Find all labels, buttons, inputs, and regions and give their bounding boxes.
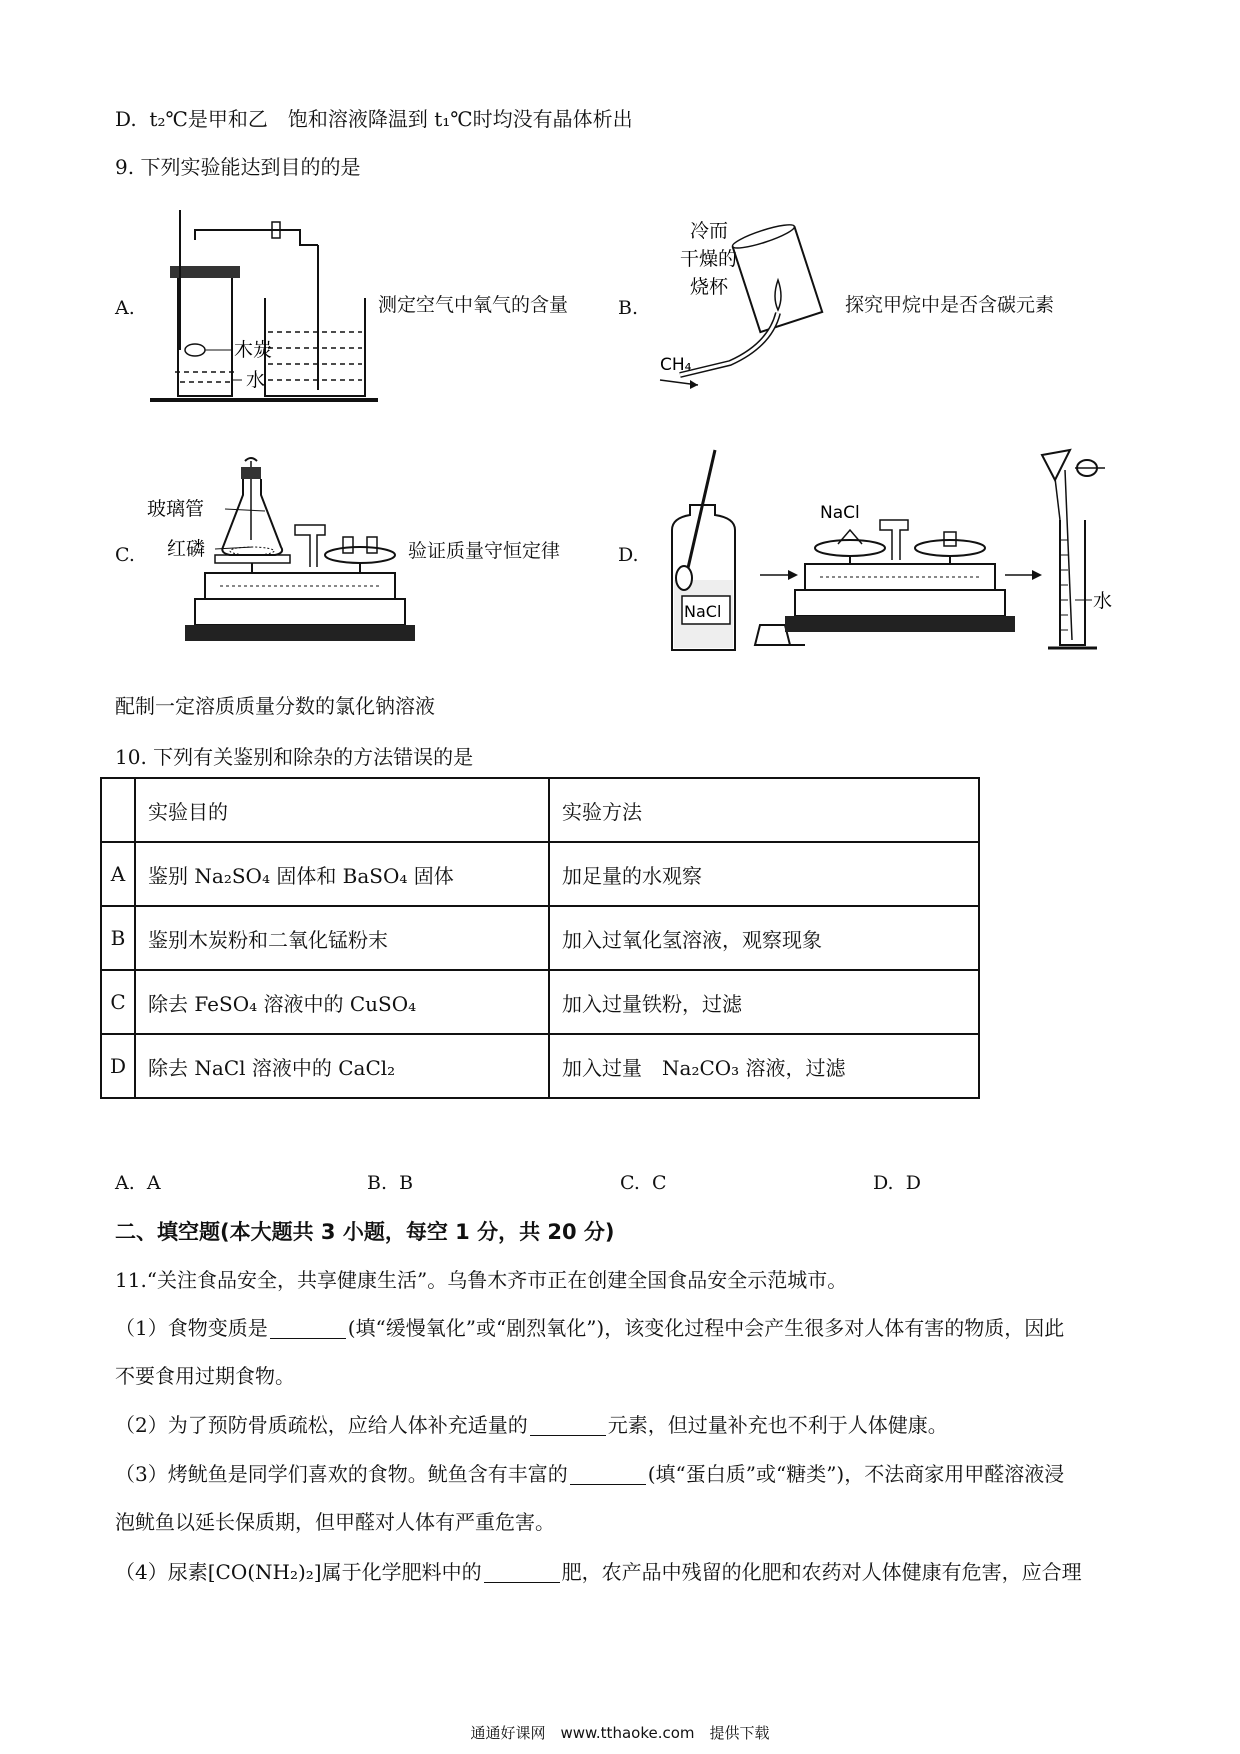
q8-option-d <box>115 105 633 133</box>
page-footer: 通通好课网 www.tthaoke.com 提供下载 <box>470 1724 770 1742</box>
label-charcoal: 木炭 <box>234 339 273 361</box>
table-cell: 加足量的水观察 <box>549 842 979 906</box>
table-row <box>101 906 979 970</box>
option-letter: C. <box>620 1172 640 1194</box>
q9-option-a-letter: A. <box>115 297 135 319</box>
table-cell: C <box>101 970 135 1034</box>
q11-part1-line2: 不要食用过期食物。 <box>115 1364 295 1388</box>
option-letter: D. <box>115 107 137 131</box>
table-cell: 加入过量 Na₂CO₃ 溶液，过滤 <box>549 1034 979 1098</box>
q11-stem: 11.“关注食品安全，共享健康生活”。乌鲁木齐市正在创建全国食品安全示范城市。 <box>115 1268 848 1292</box>
label-nacl-bottle: NaCl <box>684 602 722 621</box>
q9-stem: 9. 下列实验能达到目的的是 <box>115 155 361 179</box>
table-cell: 加入过量铁粉，过滤 <box>549 970 979 1034</box>
option-letter: B. <box>367 1172 388 1194</box>
label-dry: 干燥的 <box>680 248 738 270</box>
q11-part3-line2: 泡鱿鱼以延长保质期，但甲醛对人体有严重危害。 <box>115 1510 555 1534</box>
q9-option-b-letter: B. <box>618 297 639 319</box>
q9-option-a-desc: 测定空气中氧气的含量 <box>378 294 569 316</box>
label-methane: CH₄ <box>660 355 692 375</box>
answer-blank[interactable] <box>270 1318 346 1339</box>
q9-b-apparatus <box>660 215 860 400</box>
q9-option-b-desc: 探究甲烷中是否含碳元素 <box>845 294 1055 316</box>
q11-part1-line1 <box>115 1314 1064 1342</box>
text: 肥，农产品中残留的化肥和农药对人体健康有危害，应合理 <box>561 1560 1082 1584</box>
table-cell: 除去 NaCl 溶液中的 CaCl₂ <box>135 1034 549 1098</box>
section-heading: 二、填空题(本大题共 3 小题，每空 1 分，共 20 分) <box>115 1220 615 1244</box>
table-cell: A <box>101 842 135 906</box>
q9-option-c-letter: C. <box>115 544 135 566</box>
q11-part4 <box>115 1558 1082 1586</box>
table-cell: 鉴别木炭粉和二氧化锰粉末 <box>135 906 549 970</box>
text: （1）食物变质是 <box>115 1316 268 1340</box>
option-letter: D. <box>873 1172 894 1194</box>
q9-option-d-letter: D. <box>618 544 639 566</box>
q10-option-b <box>367 1170 413 1196</box>
table-row <box>101 1034 979 1098</box>
table-row <box>101 970 979 1034</box>
q10-option-c <box>620 1170 667 1196</box>
text: (填“蛋白质”或“糖类”)，不法商家用甲醛溶液浸 <box>647 1462 1065 1486</box>
table-cell: 加入过氧化氢溶液，观察现象 <box>549 906 979 970</box>
q9-d-apparatus <box>660 450 1130 650</box>
label-cold: 冷而 <box>690 220 729 242</box>
option-letter: A. <box>115 1172 135 1194</box>
label-glass-tube: 玻璃管 <box>147 498 205 520</box>
q11-part2 <box>115 1411 948 1439</box>
option-text: t₂℃是甲和乙 饱和溶液降温到 t₁℃时均没有晶体析出 <box>149 107 633 131</box>
table-cell: B <box>101 906 135 970</box>
label-water: 水 <box>246 369 266 391</box>
q11-part3-line1 <box>115 1460 1064 1488</box>
table-row <box>101 842 979 906</box>
label-water-cylinder: 水 <box>1093 590 1113 612</box>
q10-table <box>100 777 980 1099</box>
table-cell: 除去 FeSO₄ 溶液中的 CuSO₄ <box>135 970 549 1034</box>
q9-c-apparatus <box>145 455 405 655</box>
table-header-cell: 实验目的 <box>135 778 549 842</box>
option-text: B <box>399 1172 414 1194</box>
label-red-phosphorus: 红磷 <box>167 538 206 560</box>
table-header-cell <box>101 778 135 842</box>
label-nacl-pan: NaCl <box>820 503 860 523</box>
answer-blank[interactable] <box>484 1562 560 1583</box>
q10-stem: 10. 下列有关鉴别和除杂的方法错误的是 <box>115 745 474 769</box>
text: 元素，但过量补充也不利于人体健康。 <box>607 1413 948 1437</box>
option-text: A <box>146 1172 161 1194</box>
q9-option-c-desc: 验证质量守恒定律 <box>408 540 561 562</box>
table-header-cell: 实验方法 <box>549 778 979 842</box>
table-header-row <box>101 778 979 842</box>
text: (填“缓慢氧化”或“剧烈氧化”)，该变化过程中会产生很多对人体有害的物质，因此 <box>347 1316 1065 1340</box>
q9-option-d-desc: 配制一定溶质质量分数的氯化钠溶液 <box>115 694 435 718</box>
text: （2）为了预防骨质疏松，应给人体补充适量的 <box>115 1413 528 1437</box>
q9-a-apparatus <box>150 210 390 400</box>
label-beaker: 烧杯 <box>690 276 729 298</box>
q10-option-d <box>873 1170 921 1196</box>
text: （4）尿素[CO(NH₂)₂]属于化学肥料中的 <box>115 1560 482 1584</box>
text: （3）烤鱿鱼是同学们喜欢的食物。鱿鱼含有丰富的 <box>115 1462 568 1486</box>
table-cell: 鉴别 Na₂SO₄ 固体和 BaSO₄ 固体 <box>135 842 549 906</box>
answer-blank[interactable] <box>570 1464 646 1485</box>
option-text: C <box>652 1172 667 1194</box>
option-text: D <box>905 1172 921 1194</box>
table-cell: D <box>101 1034 135 1098</box>
answer-blank[interactable] <box>530 1415 606 1436</box>
q10-option-a <box>115 1170 161 1196</box>
